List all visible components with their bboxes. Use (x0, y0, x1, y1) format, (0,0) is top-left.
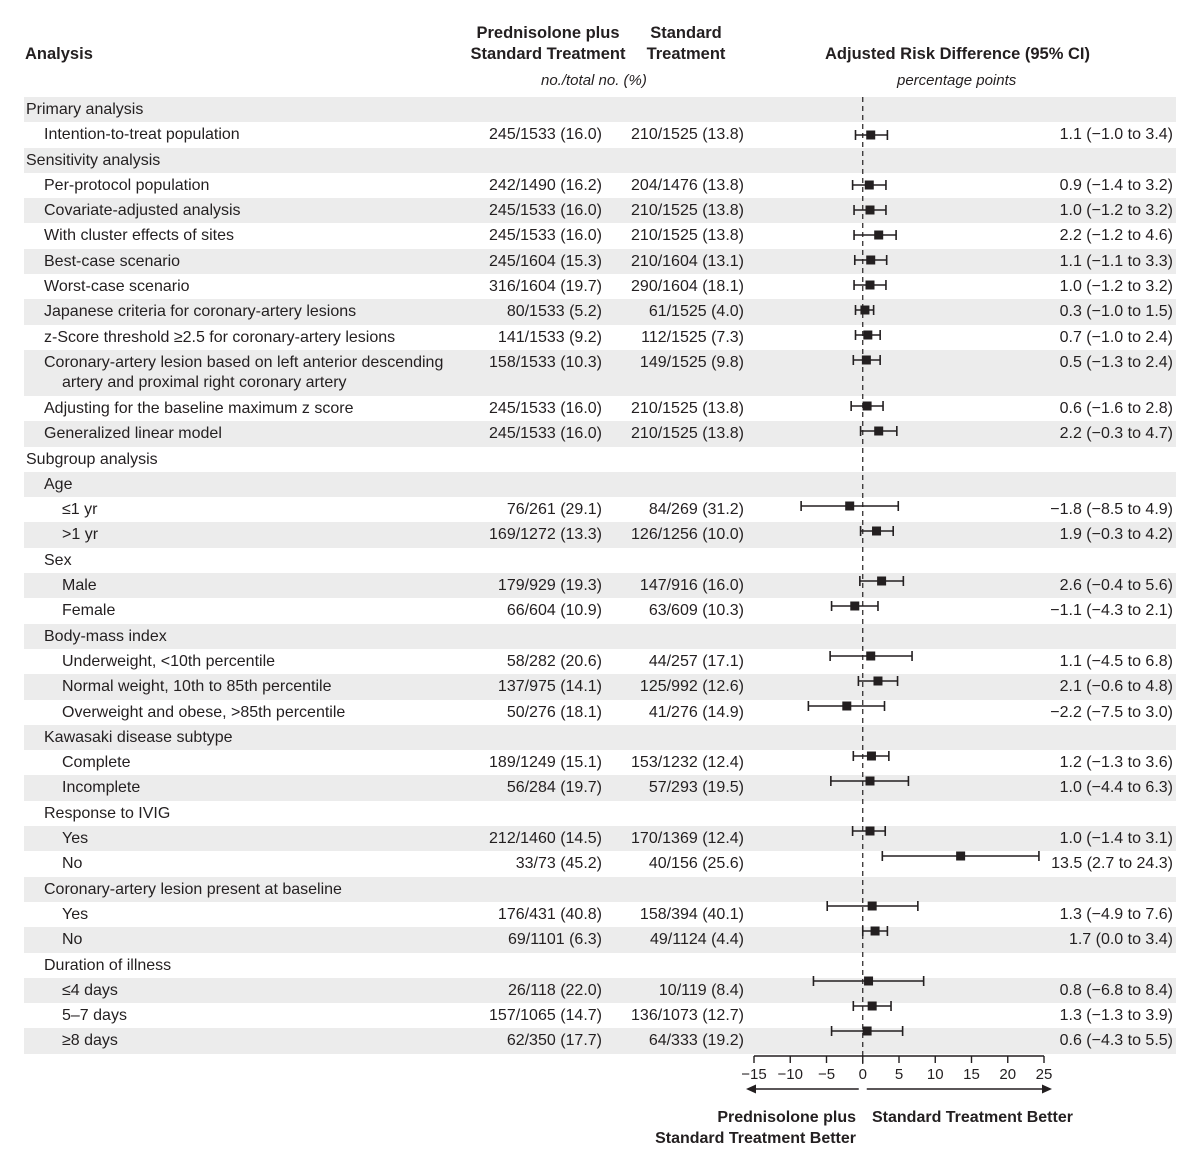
prednisolone-count: 245/1533 (16.0) (489, 425, 602, 443)
row-label-text: With cluster effects of sites (44, 227, 234, 245)
standard-count: 57/293 (19.5) (648, 779, 744, 797)
row-label-text: Worst-case scenario (44, 278, 190, 296)
standard-count: 136/1073 (12.7) (631, 1007, 744, 1025)
row-label-text: Body-mass index (44, 627, 167, 645)
table-row (24, 1003, 1176, 1028)
x-tick-label: −15 (741, 1066, 767, 1083)
row-label (44, 880, 484, 900)
row-label-text: z-Score threshold ≥2.5 for coronary-artery lesions (44, 328, 396, 346)
row-label-text: Underweight, <10th percentile (62, 652, 276, 670)
row-label-text: Japanese criteria for coronary-artery lesions (44, 303, 357, 321)
table-row (24, 497, 1176, 522)
row-label-text: Overweight and obese, >85th percentile (62, 703, 346, 721)
prednisolone-count: 50/276 (18.1) (506, 703, 602, 721)
subgroup-header-row (24, 624, 1176, 649)
row-label (26, 151, 466, 171)
table-row (24, 978, 1176, 1003)
prednisolone-count: 76/261 (29.1) (506, 501, 602, 519)
prednisolone-count: 158/1533 (10.3) (489, 353, 602, 371)
row-label-text: Coronary-artery lesion based on left anterior descending (44, 353, 444, 371)
risk-difference-value: 1.1 (−1.0 to 3.4) (1059, 126, 1173, 144)
row-label-text: No (62, 855, 83, 873)
row-label (62, 703, 502, 723)
row-label (44, 424, 484, 444)
row-label (62, 601, 502, 621)
table-row (24, 522, 1176, 547)
row-label-text: Complete (62, 754, 131, 772)
standard-count: 40/156 (25.6) (648, 855, 744, 873)
standard-count: 49/1124 (4.4) (650, 931, 744, 949)
prednisolone-count: 179/929 (19.3) (497, 577, 602, 595)
risk-difference-value: 1.7 (0.0 to 3.4) (1068, 931, 1173, 949)
row-label (44, 551, 484, 571)
table-row (24, 700, 1176, 725)
subgroup-header-row (24, 472, 1176, 497)
standard-count: 44/257 (17.1) (648, 652, 744, 670)
row-label (44, 277, 484, 297)
row-label (44, 728, 484, 748)
row-label-text: Sex (44, 551, 72, 569)
table-row (24, 299, 1176, 324)
row-label-text: ≤1 yr (62, 501, 98, 519)
standard-count: 61/1525 (4.0) (648, 303, 744, 321)
row-label-text: ≤4 days (62, 981, 118, 999)
risk-difference-value: −1.8 (−8.5 to 4.9) (1050, 501, 1173, 519)
row-label (44, 176, 484, 196)
risk-difference-value: 2.1 (−0.6 to 4.8) (1059, 678, 1173, 696)
right-arrow-head (1042, 1085, 1052, 1094)
prednisolone-count: 69/1101 (6.3) (508, 931, 602, 949)
analysis-column-header: Analysis (25, 45, 93, 63)
row-label (62, 778, 502, 798)
standard-count: 41/276 (14.9) (648, 703, 744, 721)
table-header (0, 0, 1200, 96)
x-tick-label: 10 (926, 1066, 944, 1083)
x-tick-label: −10 (777, 1066, 803, 1083)
favors-prednisolone-line1: Prednisolone plus (717, 1109, 856, 1126)
risk-difference-value: 1.3 (−4.9 to 7.6) (1059, 905, 1173, 923)
x-tick-label: 25 (1035, 1066, 1053, 1083)
row-label (44, 475, 484, 495)
table-row (24, 198, 1176, 223)
prednisolone-count: 316/1604 (19.7) (489, 278, 602, 296)
row-label (62, 930, 502, 950)
prednisolone-count: 176/431 (40.8) (497, 905, 602, 923)
row-label-text: Coronary-artery lesion present at baseline (44, 880, 342, 898)
table-row (24, 325, 1176, 350)
prednisolone-count: 245/1533 (16.0) (489, 227, 602, 245)
standard-count: 112/1525 (7.3) (641, 328, 744, 346)
risk-difference-value: 0.8 (−6.8 to 8.4) (1059, 981, 1173, 999)
standard-count: 210/1525 (13.8) (631, 126, 744, 144)
row-label-text: Sensitivity analysis (26, 151, 161, 169)
row-label (26, 450, 466, 470)
prednisolone-count: 66/604 (10.9) (506, 602, 602, 620)
risk-difference-value: 0.7 (−1.0 to 2.4) (1059, 328, 1173, 346)
standard-count: 210/1604 (13.1) (631, 252, 744, 270)
favors-standard-label: Standard Treatment Better (872, 1109, 1073, 1126)
section-row (24, 148, 1176, 173)
subgroup-header-row (24, 953, 1176, 978)
standard-count: 170/1369 (12.4) (631, 830, 744, 848)
risk-difference-value: 1.1 (−1.1 to 3.3) (1059, 252, 1173, 270)
standard-count: 10/119 (8.4) (658, 981, 744, 999)
risk-difference-value: 0.6 (−4.3 to 5.5) (1059, 1032, 1173, 1050)
table-row (24, 598, 1176, 623)
row-label-text: Incomplete (62, 779, 141, 797)
risk-difference-value: 1.0 (−1.2 to 3.2) (1059, 202, 1173, 220)
table-row (24, 927, 1176, 952)
standard-count: 204/1476 (13.8) (631, 176, 744, 194)
table-row (24, 826, 1176, 851)
row-label (44, 328, 484, 348)
risk-difference-value: 2.6 (−0.4 to 5.6) (1059, 577, 1173, 595)
table-row (24, 173, 1176, 198)
row-label-text: >1 yr (62, 526, 99, 544)
table-row (24, 649, 1176, 674)
x-tick-label: −5 (817, 1066, 836, 1083)
row-label-text: 5–7 days (62, 1007, 127, 1025)
standard-count: 210/1525 (13.8) (631, 227, 744, 245)
row-label (62, 652, 502, 672)
prednisolone-count: 245/1533 (16.0) (489, 399, 602, 417)
prednisolone-count: 137/975 (14.1) (497, 678, 602, 696)
risk-difference-value: 0.3 (−1.0 to 1.5) (1059, 303, 1173, 321)
row-label (26, 100, 466, 120)
row-label (62, 1031, 502, 1051)
risk-difference-column-header: Adjusted Risk Difference (95% CI) (825, 45, 1090, 63)
table-row (24, 396, 1176, 421)
prednisolone-column-header (462, 23, 634, 65)
prednisolone-count: 245/1533 (16.0) (489, 202, 602, 220)
prednisolone-count: 62/350 (17.7) (506, 1032, 602, 1050)
standard-count: 158/394 (40.1) (639, 905, 744, 923)
row-label (62, 500, 502, 520)
row-label-text: Yes (62, 905, 89, 923)
row-label (44, 353, 484, 393)
standard-header-line1: Standard (650, 24, 722, 42)
subgroup-header-row (24, 877, 1176, 902)
risk-difference-value: 1.9 (−0.3 to 4.2) (1059, 526, 1173, 544)
prednisolone-count: 157/1065 (14.7) (489, 1007, 602, 1025)
row-label-text: Age (44, 475, 73, 493)
risk-difference-value: 1.3 (−1.3 to 3.9) (1059, 1007, 1173, 1025)
favors-prednisolone-line2: Standard Treatment Better (655, 1130, 856, 1147)
row-label (44, 302, 484, 322)
row-label (62, 829, 502, 849)
risk-difference-value: −2.2 (−7.5 to 3.0) (1050, 703, 1173, 721)
standard-count: 290/1604 (18.1) (631, 278, 744, 296)
row-label (62, 905, 502, 925)
left-arrow-head (746, 1085, 756, 1094)
row-label-text: Kawasaki disease subtype (44, 728, 233, 746)
table-row (24, 122, 1176, 147)
row-label-text: Yes (62, 830, 89, 848)
standard-count: 153/1232 (12.4) (631, 754, 744, 772)
risk-difference-value: 1.0 (−1.4 to 3.1) (1059, 830, 1173, 848)
row-label (44, 399, 484, 419)
table-row (24, 573, 1176, 598)
standard-header-line2: Treatment (646, 45, 726, 63)
row-label-text: Female (62, 602, 116, 620)
subgroup-header-row (24, 548, 1176, 573)
table-row (24, 775, 1176, 800)
standard-count: 63/609 (10.3) (648, 602, 744, 620)
standard-count: 125/992 (12.6) (639, 678, 744, 696)
row-label (62, 981, 502, 1001)
table-row (24, 750, 1176, 775)
table-row (24, 902, 1176, 927)
row-label-text: No (62, 931, 83, 949)
risk-difference-value: 1.1 (−4.5 to 6.8) (1059, 652, 1173, 670)
standard-column-header (630, 23, 742, 65)
row-label-text: Normal weight, 10th to 85th percentile (62, 678, 332, 696)
row-label-text: Primary analysis (26, 101, 144, 118)
row-label (44, 252, 484, 272)
row-label (44, 804, 484, 824)
row-label-text: Covariate-adjusted analysis (44, 202, 241, 220)
risk-difference-value: 0.5 (−1.3 to 2.4) (1059, 353, 1173, 371)
table-row (24, 421, 1176, 446)
prednisolone-count: 245/1533 (16.0) (489, 126, 602, 144)
table-row (24, 274, 1176, 299)
prednisolone-count: 80/1533 (5.2) (506, 303, 602, 321)
row-label-continuation: artery and proximal right coronary artery (62, 373, 347, 391)
row-label-text: Intention-to-treat population (44, 126, 240, 144)
prednisolone-header-line1: Prednisolone plus (476, 24, 620, 42)
standard-count: 149/1525 (9.8) (639, 353, 744, 371)
x-tick-label: 20 (999, 1066, 1017, 1083)
prednisolone-count: 189/1249 (15.1) (489, 754, 602, 772)
section-row (24, 447, 1176, 472)
row-label-text: Male (62, 577, 97, 595)
prednisolone-count: 245/1604 (15.3) (489, 252, 602, 270)
row-label (62, 854, 502, 874)
row-label (62, 677, 502, 697)
row-label (44, 201, 484, 221)
prednisolone-count: 33/73 (45.2) (515, 855, 602, 873)
row-label-text: Response to IVIG (44, 804, 171, 822)
risk-difference-value: 1.0 (−1.2 to 3.2) (1059, 278, 1173, 296)
x-tick-label: 15 (963, 1066, 980, 1083)
table-row (24, 249, 1176, 274)
row-label (44, 956, 484, 976)
x-tick-label: 5 (894, 1066, 904, 1083)
counts-subheader: no./total no. (%) (541, 72, 647, 89)
prednisolone-count: 141/1533 (9.2) (497, 328, 602, 346)
standard-count: 147/916 (16.0) (639, 577, 744, 595)
risk-difference-value: −1.1 (−4.3 to 2.1) (1050, 602, 1173, 620)
prednisolone-count: 26/118 (22.0) (508, 981, 602, 999)
favors-prednisolone-label (640, 1107, 856, 1149)
table-row (24, 851, 1176, 876)
section-row (24, 97, 1176, 122)
row-label-text: ≥8 days (62, 1032, 118, 1050)
risk-difference-value: 0.6 (−1.6 to 2.8) (1059, 399, 1173, 417)
row-label (44, 627, 484, 647)
x-tick-label: 0 (858, 1066, 867, 1083)
table-row (24, 223, 1176, 248)
row-label-text: Generalized linear model (44, 425, 222, 443)
table-row (24, 350, 1176, 396)
row-label (62, 1006, 502, 1026)
standard-count: 210/1525 (13.8) (631, 425, 744, 443)
row-label (62, 753, 502, 773)
row-label-text: Best-case scenario (44, 252, 181, 270)
prednisolone-count: 212/1460 (14.5) (489, 830, 602, 848)
risk-difference-value: 1.0 (−4.4 to 6.3) (1059, 779, 1173, 797)
row-label (44, 125, 484, 145)
table-row (24, 1028, 1176, 1053)
prednisolone-header-line2: Standard Treatment (470, 45, 626, 63)
standard-count: 126/1256 (10.0) (631, 526, 744, 544)
standard-count: 210/1525 (13.8) (631, 399, 744, 417)
row-label-text: Duration of illness (44, 956, 172, 974)
risk-difference-value: 2.2 (−0.3 to 4.7) (1059, 425, 1173, 443)
forest-table-body (24, 97, 1176, 1054)
row-label (44, 226, 484, 246)
standard-count: 210/1525 (13.8) (631, 202, 744, 220)
standard-count: 64/333 (19.2) (648, 1032, 744, 1050)
subgroup-header-row (24, 725, 1176, 750)
risk-difference-value: 13.5 (2.7 to 24.3) (1051, 855, 1173, 873)
prednisolone-count: 58/282 (20.6) (506, 652, 602, 670)
row-label-text: Subgroup analysis (26, 450, 158, 468)
row-label (62, 576, 502, 596)
prednisolone-count: 56/284 (19.7) (506, 779, 602, 797)
risk-difference-value: 1.2 (−1.3 to 3.6) (1059, 754, 1173, 772)
table-row (24, 674, 1176, 699)
risk-difference-value: 2.2 (−1.2 to 4.6) (1059, 227, 1173, 245)
row-label-text: Per-protocol population (44, 176, 210, 194)
row-label-text: Adjusting for the baseline maximum z score (44, 399, 354, 417)
units-subheader: percentage points (897, 72, 1017, 89)
prednisolone-count: 169/1272 (13.3) (489, 526, 602, 544)
prednisolone-count: 242/1490 (16.2) (489, 176, 602, 194)
standard-count: 84/269 (31.2) (648, 501, 744, 519)
row-label (62, 525, 502, 545)
subgroup-header-row (24, 801, 1176, 826)
risk-difference-value: 0.9 (−1.4 to 3.2) (1059, 176, 1173, 194)
